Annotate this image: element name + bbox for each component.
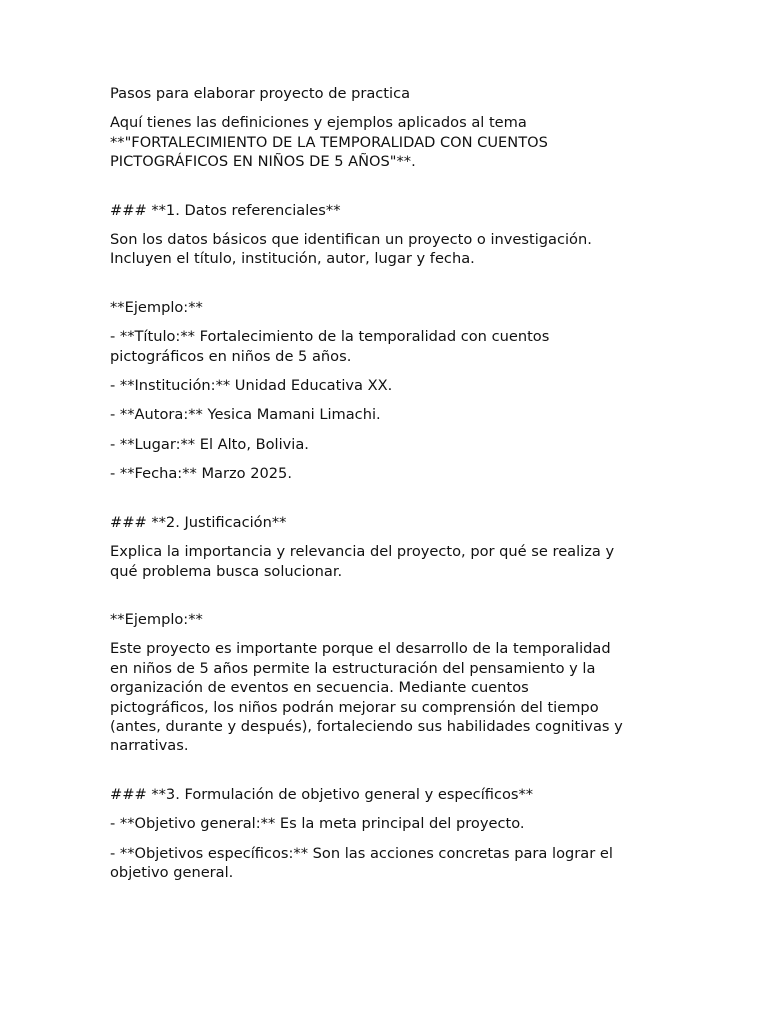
example-label: **Ejemplo:** (110, 610, 203, 628)
section-heading-objetivos: ### **3. Formulación de objetivo general y específicos** (110, 785, 534, 803)
list-item-objetivo-general: - **Objetivo general:** Es la meta principal del proyecto. (110, 815, 525, 833)
list-item-objetivos-especificos: - **Objetivos específicos:** Son las acciones concretas para lograr el objetivo general. (110, 844, 613, 881)
example-label: **Ejemplo:** (110, 298, 203, 316)
list-item-titulo: - **Título:** Fortalecimiento de la temporalidad con cuentos pictográficos en niños de 5 años. (110, 328, 550, 365)
datos-referenciales-definition: Son los datos básicos que identifican un proyecto o investigación. Incluyen el título, institución, autor, lugar y fecha. (110, 231, 592, 268)
section-heading-justificacion: ### **2. Justificación** (110, 513, 287, 531)
list-item-lugar: - **Lugar:** El Alto, Bolivia. (110, 435, 309, 453)
intro-paragraph: Aquí tienes las definiciones y ejemplos aplicados al tema **"FORTALECIMIENTO DE LA TEMPORALIDAD CON CUENTOS PICTOGRÁFICOS EN NIÑOS DE 5 AÑOS"**. (110, 114, 548, 171)
list-item-fecha: - **Fecha:** Marzo 2025. (110, 465, 292, 483)
list-item-autora: - **Autora:** Yesica Mamani Limachi. (110, 406, 381, 424)
document-page (110, 84, 660, 892)
section-heading-datos-referenciales: ### **1. Datos referenciales** (110, 201, 341, 219)
list-item-institucion: - **Institución:** Unidad Educativa XX. (110, 377, 393, 395)
justificacion-definition: Explica la importancia y relevancia del proyecto, por qué se realiza y qué problema busca solucionar. (110, 543, 615, 580)
justificacion-example: Este proyecto es importante porque el desarrollo de la temporalidad en niños de 5 años permite la estructuración del pensamiento y la organización de eventos en secuencia. Mediante cuentos pictográficos, los niños podrán mejorar su comprensión del tiempo (antes, durante y después), fortaleciendo sus habilidades cognitivas y narrativas. (110, 640, 623, 755)
document-title: Pasos para elaborar proyecto de practica (110, 85, 411, 102)
